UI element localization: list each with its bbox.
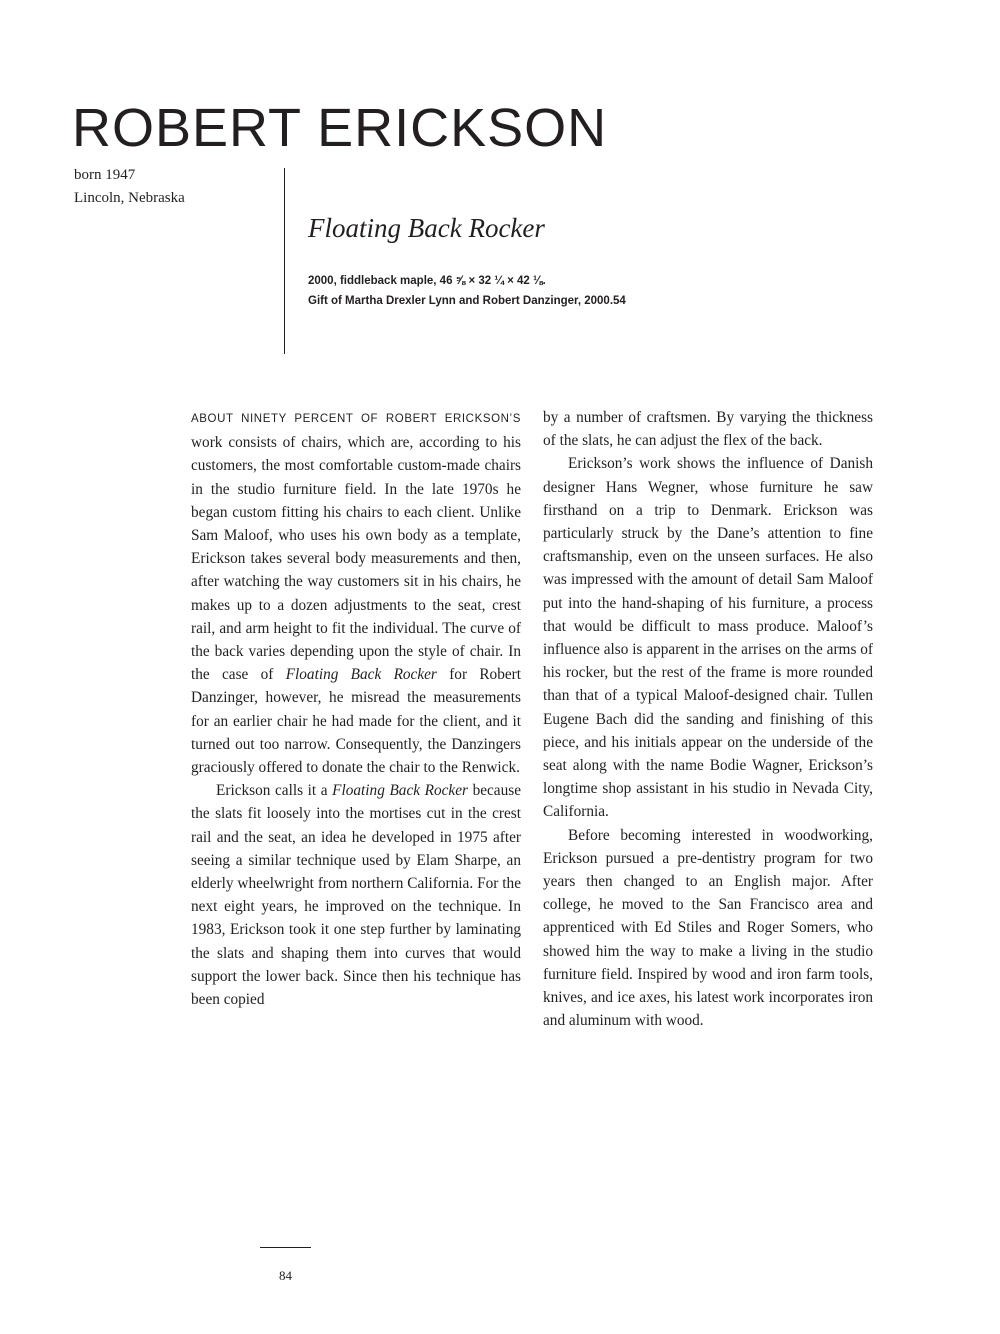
essay-paragraph-2 [191, 779, 521, 1011]
essay-lead-in: ABOUT NINETY PERCENT OF ROBERT ERICKSON’S [191, 413, 521, 425]
essay-text: because the slats fit loosely into the mortises cut in the crest rail and the seat, an idea he developed in 1975 after seeing a similar technique used by Elam Sharpe, an elderly wheelwright from northern California. For the next eight years, he improved on the technique. In 1983, Erickson took it one step further by laminating the slats and shaping them into curves that would support the lower back. Since then his technique has been copied [191, 782, 521, 1009]
footer-rule [260, 1247, 311, 1248]
birth-year: born 1947 [74, 167, 136, 183]
essay-paragraph-3: Erickson’s work shows the influence of Danish designer Hans Wegner, whose furniture he saw firsthand on a trip to Denmark. Erickson was particularly struck by the Dane’s attention to fine craftsmanship, even on the unseen surfaces. He also was impressed with the amount of detail Sam Maloof put into the hand-shaping of his furniture, a process that would be difficult to mass produce. Maloof’s influence also is apparent in the arrises on the arms of his rocker, but the rest of the frame is more rounded than that of a typical Maloof-designed chair. Tullen Eugene Bach did the sanding and finishing of this piece, and his initials appear on the underside of the seat along with the name Bodie Wagner, Erickson’s longtime shop assistant in his studio in Nevada City, California. [543, 455, 873, 821]
essay-column-right [543, 406, 873, 1032]
essay-column-left [191, 406, 521, 1011]
essay-paragraph-1 [191, 406, 521, 779]
work-title: Floating Back Rocker [308, 213, 545, 243]
essay-text: work consists of chairs, which are, according to his customers, the most comfortable custom-made chairs in the studio furniture field. In the late 1970s he began custom fitting his chairs to each client. Unlike Sam Maloof, who uses his own body as a template, Erickson takes several body measurements and then, after watching the way customers sit in his chairs, he makes up to a dozen adjustments to the seat, crest rail, and arm height to fit the individual. The curve of the back varies depending upon the style of chair. In the case of [191, 434, 521, 684]
essay-text: Erickson calls it a [216, 782, 333, 800]
essay-text: for Robert Danzinger, however, he misread the measurements for an earlier chair he had made for the client, and it turned out too narrow. Consequently, the Danzingers graciously offered to donate the chair to the Renwick. [191, 666, 521, 777]
page-number: 84 [279, 1268, 292, 1283]
birthplace: Lincoln, Nebraska [74, 190, 185, 206]
artist-bio [74, 164, 185, 210]
essay-paragraph-2-continued: by a number of craftsmen. By varying the thickness of the slats, he can adjust the flex of the back. [543, 409, 873, 450]
essay-artwork-title: Floating Back Rocker [332, 782, 468, 800]
work-credit [308, 271, 626, 311]
essay-artwork-title: Floating Back Rocker [285, 666, 437, 684]
essay-paragraph-4: Before becoming interested in woodworking, Erickson pursued a pre-dentistry program for two years then changed to an English major. After college, he moved to the San Francisco area and apprenticed with Ed Stiles and Roger Somers, who showed him the way to make a living in the studio furniture field. Inspired by wood and iron farm tools, knives, and ice axes, his latest work incorporates iron and aluminum with wood. [543, 826, 873, 1030]
vertical-divider [284, 168, 285, 354]
artist-name: ROBERT ERICKSON [72, 98, 608, 158]
work-gift-credit: Gift of Martha Drexler Lynn and Robert Danzinger, 2000.54 [308, 295, 626, 307]
work-details: 2000, fiddleback maple, 46 ⅝ × 32 ¼ × 42 ⅛. [308, 275, 546, 287]
